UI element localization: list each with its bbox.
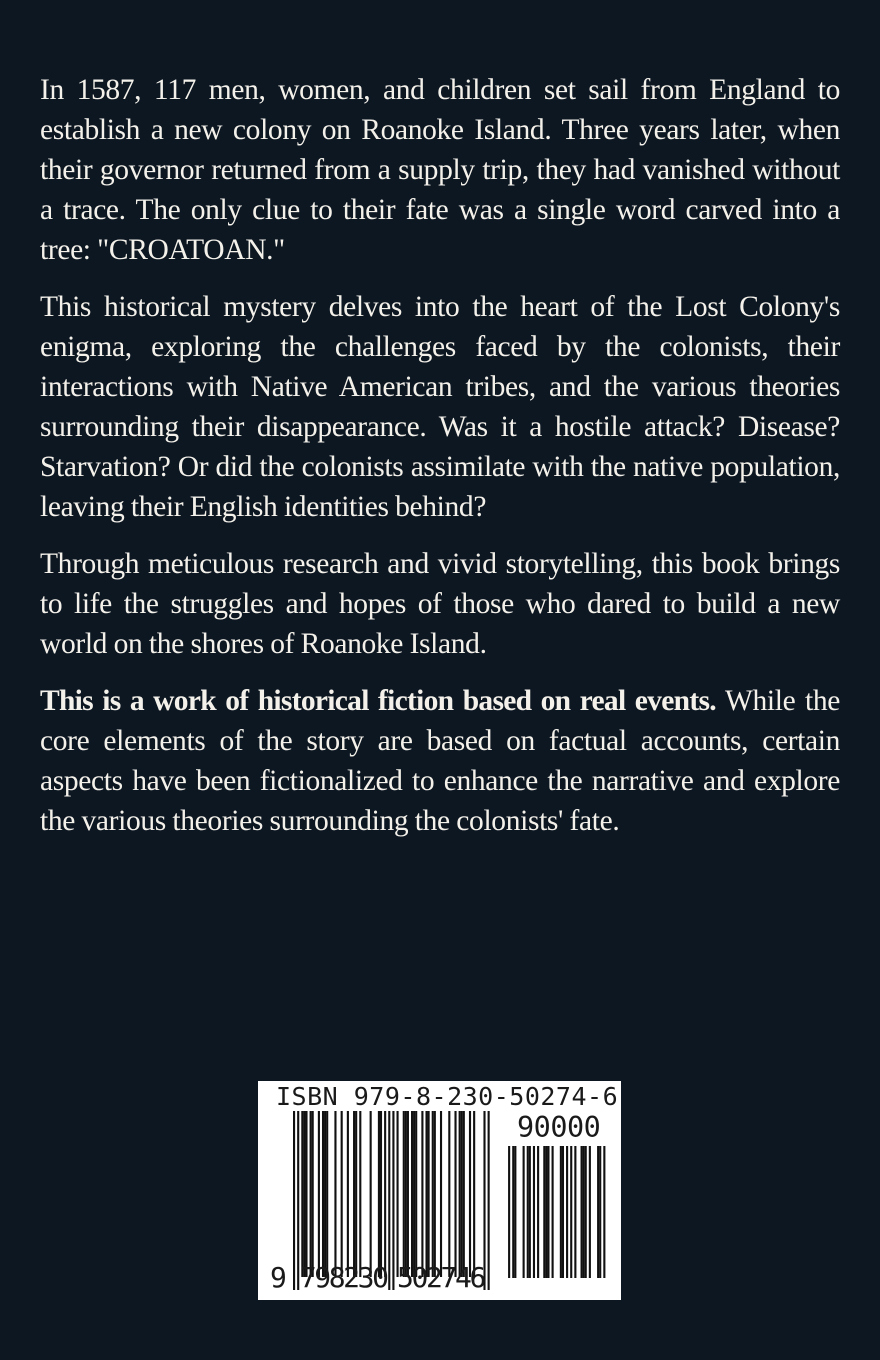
blurb-paragraph-3-text: Through meticulous research and vivid storytelling, this book brings to life the struggles and hopes of those who dared to build a new world on the shores of Roanoke Island. — [40, 548, 840, 660]
price-addon-digits: 90000 — [517, 1111, 601, 1144]
isbn-label: ISBN 979-8-230-50274-6 — [276, 1082, 619, 1111]
barcode-digit: 8 — [328, 1261, 346, 1294]
barcode-digit: 9 — [270, 1261, 287, 1294]
barcode-digit: 2 — [425, 1261, 443, 1294]
blurb-paragraph-2-text: This historical mystery delves into the heart of the Lost Colony's enigma, exploring the challenges faced by the colonists, their interactions with Native American tribes, and the various theories surrounding their disappearance. Was it a hostile attack? Disease? Starvation? Or did the colonists assimilate with the native population, leaving their English identities behind? — [40, 291, 840, 523]
blurb-paragraph-1-text: In 1587, 117 men, women, and children set sail from England to establish a new colony on Roanoke Island. Three years later, when their governor returned from a supply trip, they had vanished without a trace. The only clue to their fate was a single word carved into a tree: "CROATOAN." — [40, 74, 840, 266]
barcode-digit: 7 — [299, 1261, 317, 1294]
barcode-digit: 6 — [469, 1261, 487, 1294]
blurb-paragraph-2 — [40, 287, 840, 527]
blurb-text — [40, 70, 840, 858]
barcode-digit: 4 — [454, 1261, 472, 1294]
isbn-barcode — [258, 1081, 621, 1300]
barcode-digit: 9 — [314, 1261, 332, 1294]
disclaimer-bold-lead: This is a work of historical fiction based on real events. — [40, 685, 716, 717]
disclaimer-text: While the core elements of the story are based on factual accounts, certain aspects have been fictionalized to enhance the narrative and explore the various theories surrounding the colonists' fate. — [40, 685, 840, 837]
barcode-digit: 2 — [343, 1261, 361, 1294]
barcode-digit: 3 — [357, 1261, 375, 1294]
barcode-digit: 0 — [411, 1261, 429, 1294]
barcode-digit: 5 — [397, 1261, 414, 1294]
blurb-paragraph-1 — [40, 70, 840, 270]
barcode-digit: 0 — [372, 1261, 390, 1294]
barcode-digit: 7 — [440, 1261, 458, 1294]
blurb-paragraph-4 — [40, 681, 840, 841]
blurb-paragraph-3 — [40, 544, 840, 664]
